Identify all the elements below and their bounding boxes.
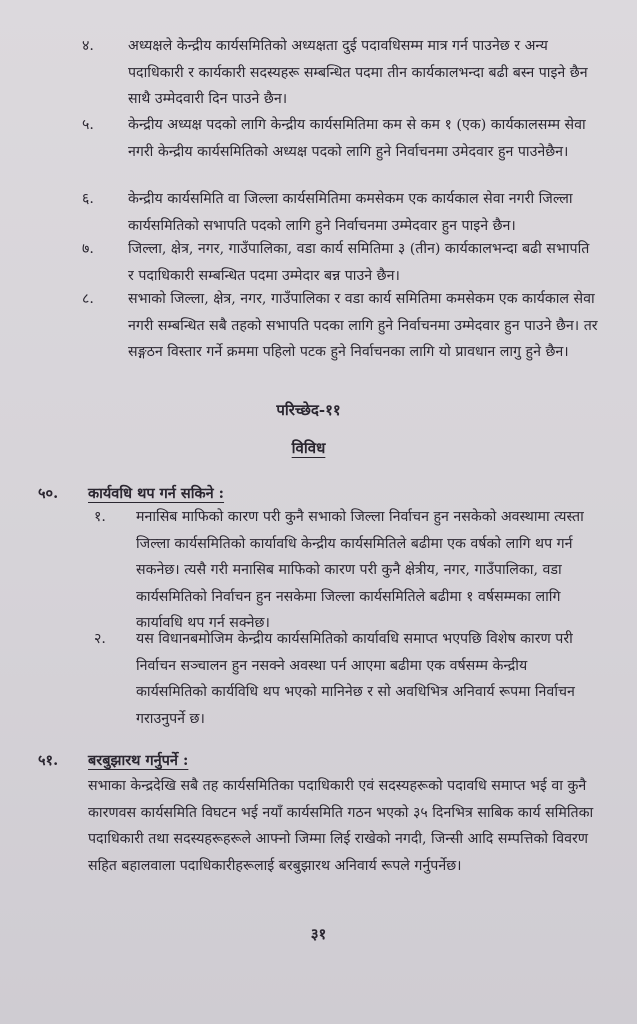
subsection-text: मनासिब माफिको कारण परी कुनै सभाको जिल्ला निर्वाचन हुन नसकेको अवस्थामा त्यस्ता जिल्ला कार्यसमितिको कार्यावधि केन्द्रीय कार्यसमितिले बढीमा एक वर्षको लागि थप गर्न सकनेछ। त्यसै गरी मनासिब माफिको कारण परी कुनै क्षेत्रीय, नगर, गाउँपालिका, वडा कार्यसमितिको निर्वाचन हुन नसकेमा जिल्ला कार्यसमितिले बढीमा १ वर्षसम्मका लागि कार्यावधि थप गर्न सक्नेछ।: [136, 509, 584, 631]
section-heading: [88, 748, 188, 774]
list-item-number: ५.: [82, 117, 94, 133]
subsection-number: २.: [94, 631, 106, 647]
list-item-text: अध्यक्षले केन्द्रीय कार्यसमितिको अध्यक्षता दुई पदावधिसम्म मात्र गर्न पाउनेछ र अन्य पदाधिकारी र कार्यकारी सदस्यहरू सम्बन्धित पदमा तीन कार्यकालभन्दा बढी बस्न पाइने छैन साथै उम्मेदवारी दिन पाउने छैन।: [128, 38, 588, 107]
section-number: ५१.: [38, 752, 59, 769]
list-item-text: केन्द्रीय कार्यसमिति वा जिल्ला कार्यसमितिमा कमसेकम एक कार्यकाल सेवा नगरी जिल्ला कार्यसमितिको सभापति पदको लागि हुने निर्वाचनमा उम्मेदवार हुन पाइने छैन।: [128, 191, 573, 234]
list-item-number: ४.: [82, 38, 94, 54]
list-item-number: ७.: [82, 241, 94, 257]
section-number: ५०.: [38, 485, 59, 502]
subsection-text: यस विधानबमोजिम केन्द्रीय कार्यसमितिको कार्यावधि समाप्त भएपछि विशेष कारण परी निर्वाचन सञ्चालन हुन नसक्ने अवस्था पर्न आएमा बढीमा एक वर्षसम्म केन्द्रीय कार्यसमितिको कार्यविधि थप भएको मानिनेछ र सो अवधिभित्र अनिवार्य रूपमा निर्वाचन गराउनुपर्ने छ।: [136, 631, 575, 727]
chapter-title-text: विविध: [291, 439, 326, 457]
section-text: सभाका केन्द्रदेखि सबै तह कार्यसमितिका पदाधिकारी एवं सदस्यहरूको पदावधि समाप्त भई वा कुनै कारणवस कार्यसमिति विघटन भई नयाँ कार्यसमिति गठन भएको ३५ दिनभित्र साबिक कार्य समितिका पदाधिकारी तथा सदस्यहरूहरूले आफ्नो जिम्मा लिई राखेको नगदी, जिन्सी आदि सम्पत्तिको विवरण सहित बहालवाला पदाधिकारीहरूलाई बरबुझारथ अनिवार्य रूपले गर्नुपर्नेछ।: [88, 778, 594, 874]
list-item-number: ६.: [82, 191, 94, 207]
chapter-title: [0, 438, 627, 458]
section-heading-text: बरबुझारथ गर्नुपर्ने :: [88, 752, 189, 769]
page-number: ३१: [310, 925, 327, 943]
list-item-number: ८.: [82, 291, 94, 307]
list-item-text: सभाको जिल्ला, क्षेत्र, नगर, गाउँपालिका र वडा कार्य समितिमा कमसेकम एक कार्यकाल सेवा नगरी सम्बन्धित सबै तहको सभापति पदका लागि हुने निर्वाचनमा उम्मेदवार हुन पाउने छैन। तर सङ्गठन विस्तार गर्ने क्रममा पहिलो पटक हुने निर्वाचनका लागि यो प्रावधान लागु हुने छैन।: [128, 291, 598, 360]
list-item-text: जिल्ला, क्षेत्र, नगर, गाउँपालिका, वडा कार्य समितिमा ३ (तीन) कार्यकालभन्दा बढी सभापति र पदाधिकारी सम्बन्धित पदमा उम्मेदार बन्न पाउने छैन।: [128, 241, 590, 284]
section-heading-text: कार्यवधि थप गर्न सकिने :: [88, 485, 225, 502]
list-item-text: केन्द्रीय अध्यक्ष पदको लागि केन्द्रीय कार्यसमितिमा कम से कम १ (एक) कार्यकालसम्म सेवा नगरी केन्द्रीय कार्यसमितिको अध्यक्ष पदको लागि हुने निर्वाचनमा उमेदवार हुन पाउनेछैन।: [128, 117, 586, 160]
chapter-number: परिच्छेद-११: [276, 401, 341, 419]
subsection-number: १.: [94, 509, 106, 525]
